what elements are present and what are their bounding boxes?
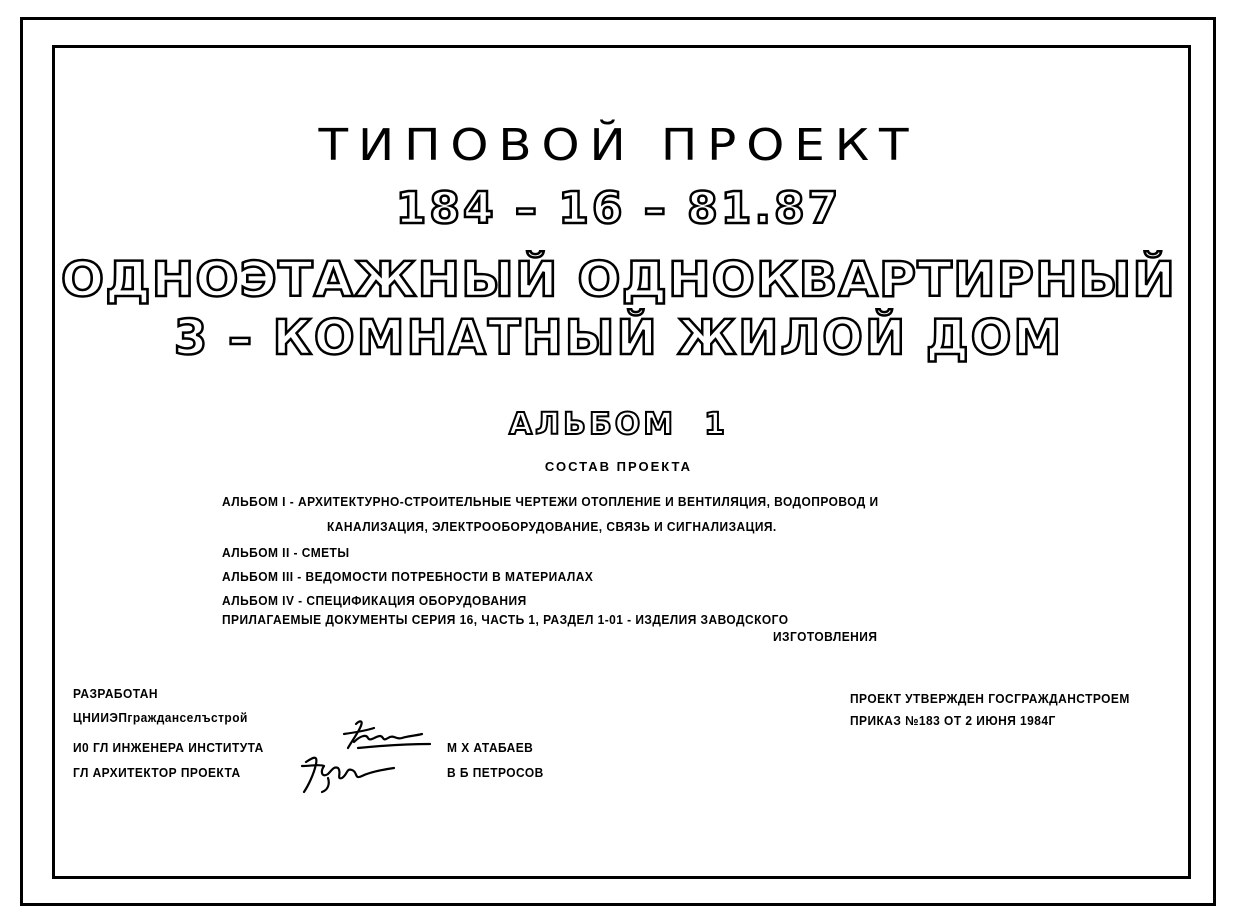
chief-engineer-name: М Х АТАБАЕВ <box>447 740 534 755</box>
approval-line1: ПРОЕКТ УТВЕРЖДЕН ГОСГРАЖДАНСТРОЕМ <box>850 691 1130 706</box>
attached-docs-line1: ПРИЛАГАЕМЫЕ ДОКУМЕНТЫ СЕРИЯ 16, ЧАСТЬ 1, РАЗДЕЛ 1-01 - ИЗДЕЛИЯ ЗАВОДСКОГО <box>222 612 789 627</box>
project-name-line2: 3 – КОМНАТНЫЙ ЖИЛОЙ ДОМ <box>173 310 1064 366</box>
album-number: 1 <box>704 407 729 442</box>
attached-docs-line2: ИЗГОТОВЛЕНИЯ <box>773 629 878 644</box>
album4-line: АЛЬБОМ IV - СПЕЦИФИКАЦИЯ ОБОРУДОВАНИЯ <box>222 593 527 608</box>
project-name-line1: ОДНОЭТАЖНЫЙ ОДНОКВАРТИРНЫЙ <box>60 252 1177 308</box>
chief-architect-name: В Б ПЕТРОСОВ <box>447 765 544 780</box>
composition-heading: СОСТАВ ПРОЕКТА <box>544 459 693 474</box>
project-number: 184 – 16 – 81.87 <box>395 183 842 234</box>
album2-line: АЛЬБОМ II - СМЕТЫ <box>222 545 350 560</box>
album1-line2: КАНАЛИЗАЦИЯ, ЭЛЕКТРООБОРУДОВАНИЕ, СВЯЗЬ И СИГНАЛИЗАЦИЯ. <box>327 519 777 534</box>
album-word: АЛЬБОМ <box>508 407 677 442</box>
document-type-heading: ТИПОВОЙ ПРОЕКТ <box>318 120 919 171</box>
chief-engineer-role: И0 ГЛ ИНЖЕНЕРА ИНСТИТУТА <box>73 740 264 755</box>
developer-organization: ЦНИИЭПгражданселъстрой <box>73 710 248 725</box>
chief-architect-role: ГЛ АРХИТЕКТОР ПРОЕКТА <box>73 765 241 780</box>
handwritten-signatures <box>298 714 438 794</box>
album-heading <box>0 407 1237 442</box>
album1-line1: АЛЬБОМ I - АРХИТЕКТУРНО-СТРОИТЕЛЬНЫЕ ЧЕРТЕЖИ ОТОПЛЕНИЕ И ВЕНТИЛЯЦИЯ, ВОДОПРОВОД И <box>222 494 879 509</box>
developed-by-label: РАЗРАБОТАН <box>73 686 158 701</box>
album3-line: АЛЬБОМ III - ВЕДОМОСТИ ПОТРЕБНОСТИ В МАТЕРИАЛАХ <box>222 569 594 584</box>
approval-line2: ПРИКАЗ №183 ОТ 2 ИЮНЯ 1984Г <box>850 713 1056 728</box>
